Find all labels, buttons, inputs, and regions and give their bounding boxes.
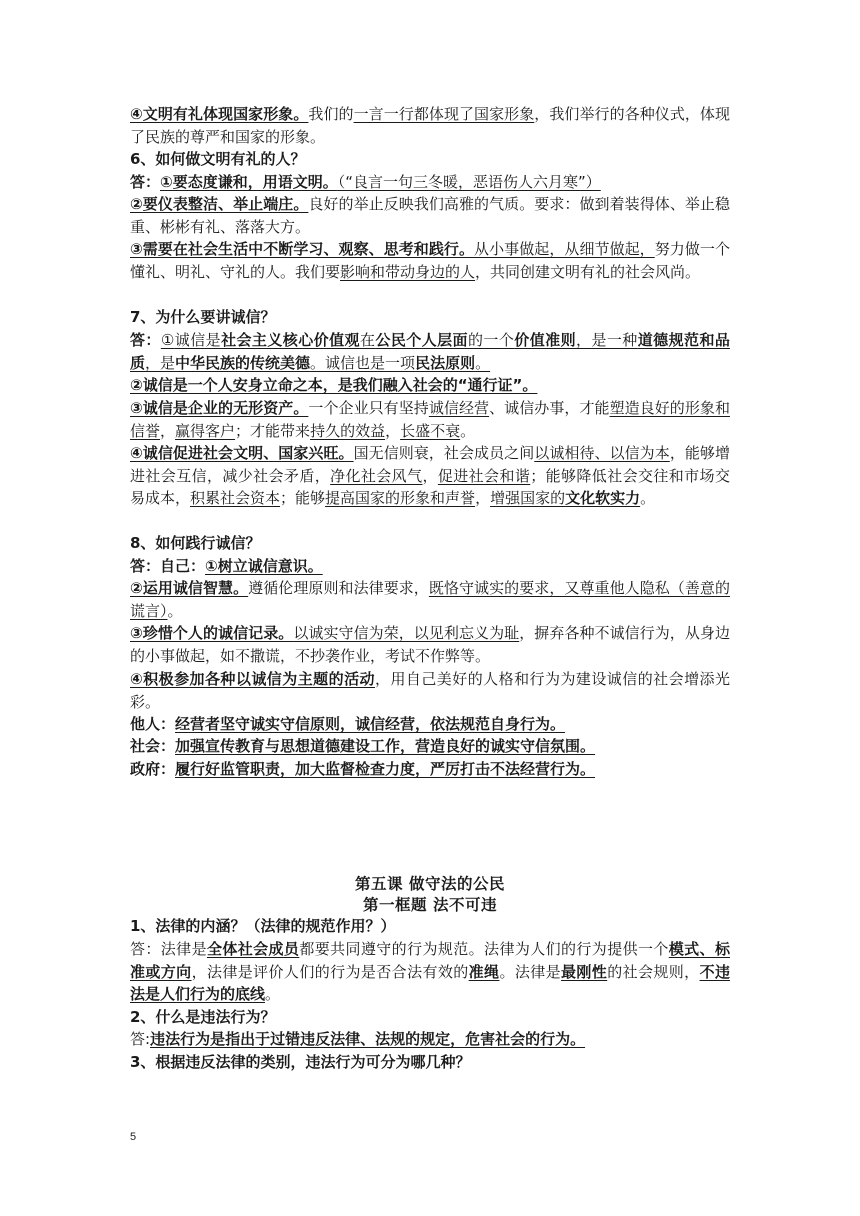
law-answer-2 bbox=[130, 1028, 730, 1051]
text-run: ， bbox=[385, 421, 401, 440]
answer-6-point-2 bbox=[130, 193, 730, 238]
text-run: ，我们举行的各种仪式，体现了民族的尊严和国家的形象。 bbox=[130, 105, 730, 146]
text-run: 违法行为是指出于过错违反法律、法规的规定，危害社会的行为。 bbox=[150, 1030, 586, 1048]
text-run: 价值准则 bbox=[514, 331, 577, 349]
text-run: ， bbox=[422, 466, 438, 485]
text-run: 公民个人层面 bbox=[375, 331, 468, 349]
answer-8-self-point-2 bbox=[130, 577, 730, 622]
text-run: 。诚信也是一项 bbox=[310, 353, 416, 372]
text-run: 准绳 bbox=[468, 962, 500, 981]
answer-7-point-4 bbox=[130, 442, 730, 510]
text-run: 提高国家的形象和声誉 bbox=[325, 489, 476, 508]
answer-8-government bbox=[130, 758, 730, 781]
text-run: 履行好监管职责，加大监督检查力度，严厉打击不法经营行为。 bbox=[175, 760, 596, 778]
text-run: ；才能带来 bbox=[235, 421, 311, 440]
answer-7-point-2 bbox=[130, 374, 730, 397]
text-run: 。 bbox=[640, 489, 656, 508]
law-question-2-heading bbox=[130, 1006, 730, 1029]
text-run: ①树立诚信意识。 bbox=[205, 557, 323, 575]
text-run: ， bbox=[160, 421, 176, 440]
text-run: 都要共同遵守的行为规范。法律为人们的行为提供一个 bbox=[299, 940, 669, 958]
text-run: 最刚性 bbox=[561, 962, 608, 981]
text-run: ，是一种 bbox=[576, 331, 638, 349]
text-run: ，是 bbox=[145, 353, 176, 372]
text-run: 答：法律是 bbox=[130, 940, 207, 958]
text-run: 努力做一个懂礼、明礼、守礼的人。我们要 bbox=[130, 240, 730, 281]
text-run: 诚信是 bbox=[174, 331, 222, 349]
text-run: 经营者坚守诚实守信原则，诚信经营，依法规范自身行为。 bbox=[175, 715, 566, 733]
question-8-heading bbox=[130, 532, 730, 555]
text-run: 促进社会和谐 bbox=[437, 466, 531, 485]
text-run: 。 bbox=[475, 353, 491, 372]
text-run: 政府： bbox=[130, 760, 176, 778]
text-run: 的一个 bbox=[467, 331, 515, 349]
text-run: 2、什么是违法行为？ bbox=[130, 1008, 276, 1026]
text-run: 以诚实守信为荣，以见利忘义为耻 bbox=[293, 624, 520, 642]
answer-8-self-point-4 bbox=[130, 668, 730, 713]
text-run: 持久的效益 bbox=[310, 421, 386, 440]
text-run: 净化社会风气 bbox=[330, 466, 423, 485]
lesson-title: 第五课 做守法的公民 bbox=[355, 875, 505, 893]
text-run: ③诚信是企业的无形资产。 bbox=[130, 399, 309, 417]
answer-6-point-3 bbox=[130, 238, 730, 283]
answer-8-self-point-3 bbox=[130, 622, 730, 667]
text-run: ，摒弃各种不诚信行为，从身边的小事做起，如不撒谎，不抄袭作业，考试不作弊等。 bbox=[130, 624, 730, 665]
text-run: 文化软实力 bbox=[565, 489, 641, 508]
text-run: 从小事做起，从细节做起， bbox=[474, 240, 655, 258]
text-run: 答：自己： bbox=[130, 557, 206, 575]
text-run: ，用自己美好的人格和行为为建设诚信的社会增添光彩。 bbox=[130, 670, 730, 711]
answer-8-self-point-1 bbox=[130, 555, 730, 578]
text-run: 民法原则 bbox=[415, 353, 476, 372]
text-run: 3、根据违反法律的类别，违法行为可分为哪几种？ bbox=[130, 1053, 471, 1071]
answer-7-point-3 bbox=[130, 397, 730, 442]
text-run: 7、为什么要讲诚信？ bbox=[130, 308, 276, 326]
answer-8-society bbox=[130, 735, 730, 758]
paragraph-civility-national-image bbox=[130, 103, 730, 148]
text-run: 答： bbox=[130, 173, 161, 191]
law-question-1-heading bbox=[130, 915, 730, 938]
text-run: ④积极参加各种以诚信为主题的活动 bbox=[130, 670, 375, 688]
text-run: （“良言一句三冬暖，恶语伤人六月寒”） bbox=[337, 173, 601, 191]
text-run: 他人： bbox=[130, 715, 176, 733]
answer-7-point-1 bbox=[130, 329, 730, 374]
question-6-heading bbox=[130, 148, 730, 171]
text-run: ④诚信促进社会文明、国家兴旺。 bbox=[130, 444, 354, 462]
text-run: ①要态度谦和，用语文明。 bbox=[160, 173, 338, 191]
text-run: 既恪守诚实的要求，又尊重他人隐私（善意的谎言） bbox=[130, 579, 730, 620]
page-number: 5 bbox=[130, 1131, 137, 1143]
text-run: 诚信经营 bbox=[428, 399, 490, 417]
text-run: 影响和带动身边的人 bbox=[340, 262, 476, 281]
text-run: 赢得客户 bbox=[175, 421, 236, 440]
text-run: 。法律是 bbox=[499, 962, 562, 981]
text-run: 答： bbox=[130, 331, 161, 349]
text-run: 塑造良好的形象和信誉 bbox=[130, 399, 730, 440]
text-run: 社会主义核心价值观 bbox=[221, 331, 360, 349]
text-run: ，共同创建文明有礼的社会风尚。 bbox=[475, 262, 701, 281]
text-run: 积累社会资本 bbox=[190, 489, 281, 508]
text-run: 模式、标准或方向 bbox=[130, 940, 730, 981]
section-title: 第一框题 法不可违 bbox=[363, 896, 497, 914]
text-run: 增强国家的 bbox=[490, 489, 566, 508]
text-run: ③需要在社会生活中不断学习、观察、思考和践行。 bbox=[130, 240, 475, 258]
text-run: ，能够增进社会互信，减少社会矛盾， bbox=[130, 444, 730, 485]
text-run: 遵循伦理原则和法律要求， bbox=[248, 579, 429, 597]
text-run: 全体社会成员 bbox=[206, 940, 300, 958]
text-run: 加强宣传教育与思想道德建设工作，营造良好的诚实守信氛围。 bbox=[175, 737, 596, 755]
text-run: 国无信则衰，社会成员之间 bbox=[353, 444, 535, 462]
text-run: 以诚相待、以信为本 bbox=[534, 444, 670, 462]
text-run: 不违法是人们行为的底线 bbox=[130, 962, 730, 1004]
text-run: 的社会规则， bbox=[607, 962, 700, 981]
text-run: ②诚信是一个人安身立命之本，是我们融入社会的“通行证”。 bbox=[130, 376, 538, 394]
text-run: 1、法律的内涵？（法律的规范作用？） bbox=[130, 917, 396, 935]
law-answer-1 bbox=[130, 938, 730, 1006]
text-run: ① bbox=[160, 331, 175, 349]
text-run: 在 bbox=[359, 331, 376, 349]
law-question-3-heading bbox=[130, 1051, 730, 1074]
text-run: 。 bbox=[265, 985, 281, 1004]
text-run: ， bbox=[475, 489, 491, 508]
text-run: 中华民族的传统美德 bbox=[175, 353, 311, 372]
text-run: 道德规范和品质 bbox=[130, 331, 730, 372]
text-run: 我们的 bbox=[308, 105, 354, 123]
text-run: ②运用诚信智慧。 bbox=[130, 579, 249, 597]
text-run: ，法律是评价人们的行为是否合法有效的 bbox=[191, 962, 469, 981]
text-run: 6、如何做文明有礼的人？ bbox=[130, 150, 306, 168]
text-run: 8、如何践行诚信？ bbox=[130, 534, 261, 552]
text-run: 。 bbox=[167, 601, 183, 620]
text-run: 社会： bbox=[130, 737, 176, 755]
text-run: ；能够降低社会交往和市场交易成本， bbox=[130, 466, 730, 508]
answer-8-others bbox=[130, 713, 730, 736]
text-run: 、诚信办事，才能 bbox=[489, 399, 610, 417]
text-run: 良好的举止反映我们高雅的气质。要求：做到着装得体、举止稳重、彬彬有礼、落落大方。 bbox=[130, 195, 730, 236]
text-run: 一个企业只有坚持 bbox=[308, 399, 429, 417]
text-run: 长盛不衰 bbox=[400, 421, 461, 440]
answer-6-point-1 bbox=[130, 171, 730, 194]
text-run: ④文明有礼体现国家形象。 bbox=[130, 105, 309, 123]
text-run: ；能够 bbox=[280, 489, 326, 508]
text-run: 答: bbox=[130, 1030, 151, 1048]
question-7-heading bbox=[130, 306, 730, 329]
text-run: ③珍惜个人的诚信记录。 bbox=[130, 624, 294, 642]
text-run: 一言一行都体现了国家形象 bbox=[353, 105, 535, 123]
text-run: 。 bbox=[460, 421, 476, 440]
text-run: ②要仪表整洁、举止端庄。 bbox=[130, 195, 309, 213]
